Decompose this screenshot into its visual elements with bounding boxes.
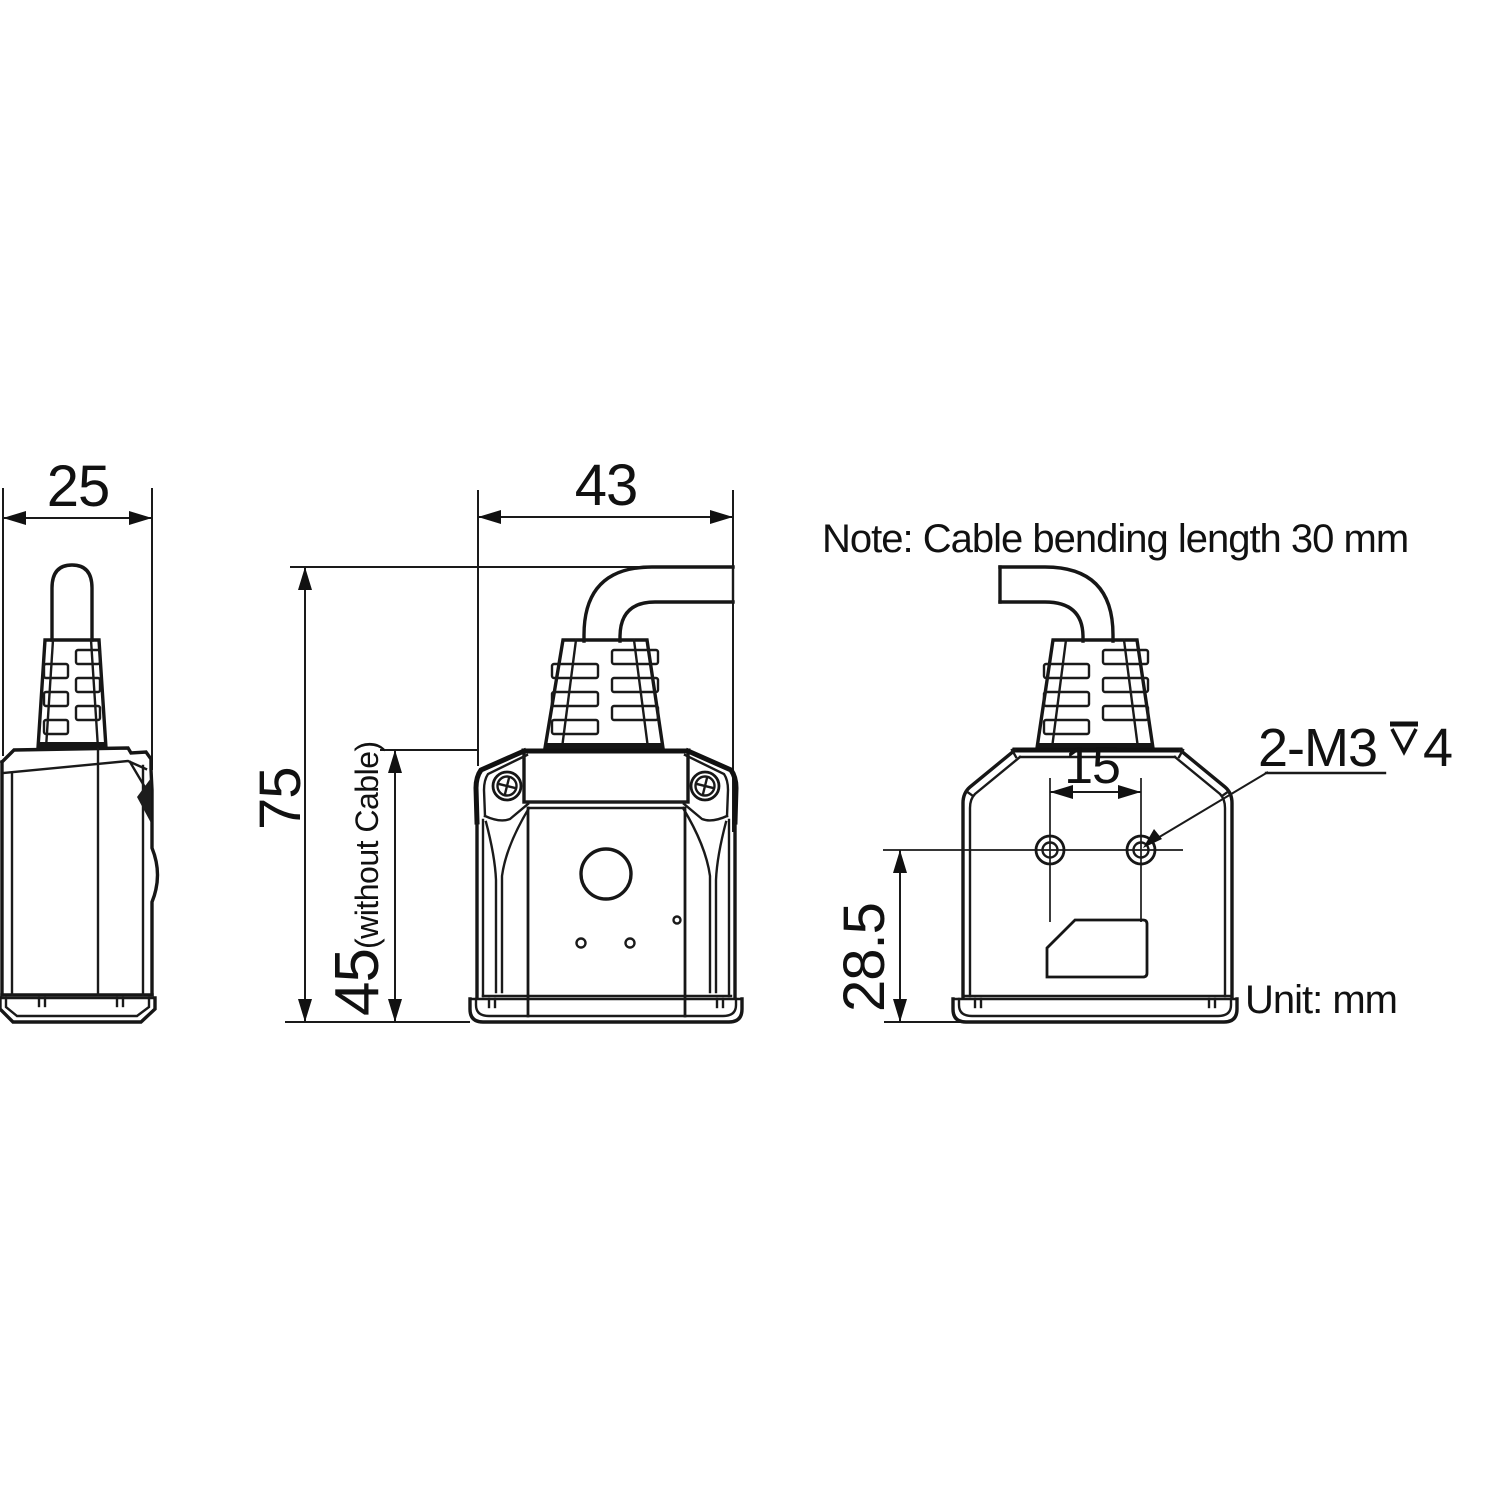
thread-callout bbox=[1143, 718, 1452, 848]
arrowhead-up-icon bbox=[298, 567, 312, 590]
mounting-holes bbox=[883, 778, 1183, 922]
led-indicator bbox=[674, 917, 681, 924]
hole-spacing-label: 15 bbox=[1064, 737, 1120, 795]
arrowhead-right-icon bbox=[129, 511, 152, 525]
arrowhead-down-icon bbox=[298, 999, 312, 1022]
thread-callout-label: 2-M3 bbox=[1258, 718, 1378, 778]
body-height-dimension bbox=[323, 741, 477, 1022]
side-width-dimension bbox=[3, 454, 152, 770]
lens-window bbox=[581, 849, 631, 899]
front-view bbox=[248, 453, 742, 1022]
hole-height-dimension bbox=[832, 850, 960, 1022]
depth-symbol-icon bbox=[1390, 724, 1418, 752]
body-height-label: 45(without Cable) bbox=[323, 741, 392, 1016]
total-height-dimension bbox=[248, 567, 652, 1022]
connector-cutout bbox=[1047, 920, 1147, 977]
arrowhead-left-icon bbox=[3, 511, 26, 525]
side-body bbox=[0, 748, 158, 1022]
front-width-label: 43 bbox=[574, 453, 638, 518]
arrowhead-up-icon bbox=[388, 750, 402, 773]
led-indicator bbox=[626, 939, 635, 948]
back-base bbox=[953, 999, 1237, 1022]
back-strain-relief bbox=[1037, 640, 1153, 751]
front-strain-relief bbox=[545, 640, 663, 751]
back-cable bbox=[1000, 567, 1113, 641]
arrowhead-right-icon bbox=[1118, 785, 1141, 799]
arrowhead-left-icon bbox=[478, 510, 501, 524]
arrowhead-right-icon bbox=[710, 510, 733, 524]
total-height-label: 75 bbox=[248, 767, 313, 830]
back-body bbox=[832, 737, 1237, 1022]
thread-depth-label: 4 bbox=[1423, 718, 1453, 778]
side-base bbox=[0, 998, 155, 1022]
leader-arrowhead-icon bbox=[1143, 829, 1162, 848]
led-indicator bbox=[577, 939, 586, 948]
back-view bbox=[822, 517, 1452, 1022]
front-base bbox=[470, 999, 742, 1022]
front-cable bbox=[584, 567, 733, 641]
cable-bend-note: Note: Cable bending length 30 mm bbox=[822, 517, 1409, 561]
hole-height-label: 28.5 bbox=[832, 903, 897, 1012]
left-screw-icon bbox=[493, 772, 521, 800]
front-body bbox=[470, 751, 742, 1022]
side-width-label: 25 bbox=[46, 454, 110, 519]
side-cable bbox=[52, 565, 92, 640]
unit-label: Unit: mm bbox=[1245, 978, 1397, 1022]
side-strain-relief bbox=[38, 640, 106, 750]
right-screw-icon bbox=[691, 772, 719, 800]
arrowhead-up-icon bbox=[893, 850, 907, 873]
side-view bbox=[0, 454, 158, 1022]
